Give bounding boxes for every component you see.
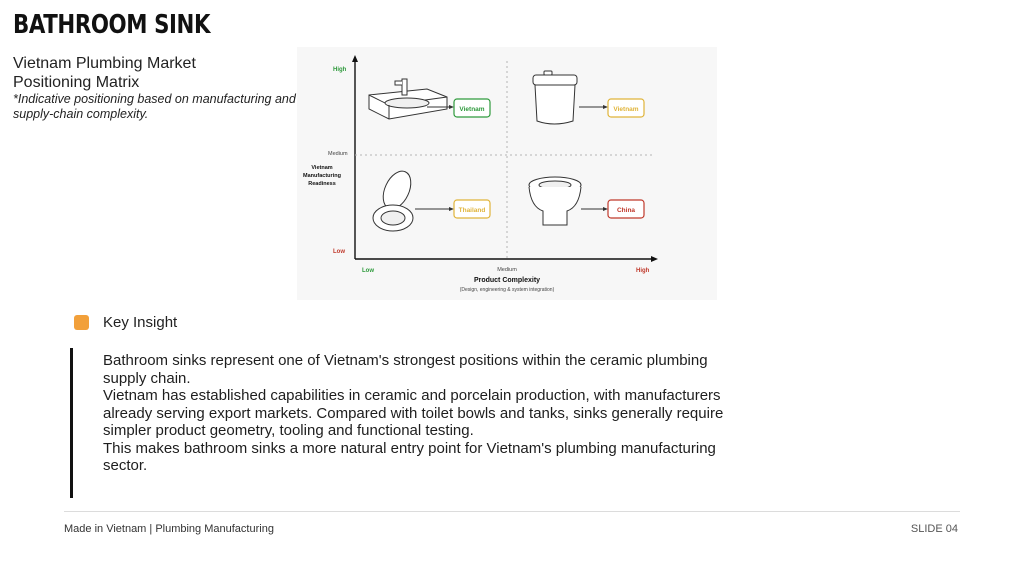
seat-arrow-icon — [449, 207, 454, 211]
slide-title: BATHROOM SINK — [13, 10, 211, 40]
toilet-tank-icon — [533, 71, 577, 124]
x-axis-label: Product Complexity — [473, 277, 541, 284]
sink-arrow-icon — [449, 105, 454, 109]
x-medium-label: Medium — [497, 267, 517, 273]
country-label-q4: China — [616, 207, 636, 214]
insight-paragraph-2: Vietnam has established capabilities in ceramic and porcelain production, with manufacturers already serving export markets. Compared with toilet bowls and tanks, sinks generally require simpler product geometry, tooling and functional testing. — [103, 387, 724, 439]
footer-divider — [64, 511, 960, 512]
insight-paragraph-1: Bathroom sinks represent one of Vietnam's strongest positions within the ceramic plumbing supply chain. — [103, 352, 708, 387]
y-medium-label: Medium — [328, 151, 348, 157]
toilet-seat-icon — [373, 167, 416, 231]
x-axis-sublabel: (Design, engineering & system integration) — [459, 287, 555, 293]
country-badge-q1 — [454, 99, 490, 117]
country-label-q1: Vietnam — [459, 106, 485, 113]
key-insight-header — [74, 314, 177, 331]
footer-source: Made in Vietnam | Plumbing Manufacturing — [64, 523, 274, 535]
insight-square-icon — [74, 315, 89, 330]
x-high-label: High — [636, 268, 650, 274]
country-badge-q4 — [608, 200, 644, 218]
tank-arrow-icon — [603, 105, 608, 109]
positioning-matrix — [297, 47, 717, 300]
y-low-label: Low — [333, 249, 345, 255]
key-insight-body — [103, 352, 743, 475]
x-axis-arrow-icon — [651, 256, 658, 262]
bathroom-sink-icon — [369, 79, 447, 119]
slide-number: SLIDE 04 — [910, 523, 958, 535]
matrix-svg — [297, 47, 717, 300]
y-axis-label-3: Readiness — [308, 181, 336, 187]
y-axis-label-2: Manufacturing — [303, 173, 341, 179]
country-badge-q3 — [454, 200, 490, 218]
insight-paragraph-3: This makes bathroom sinks a more natural entry point for Vietnam's plumbing manufacturing sector. — [103, 439, 716, 474]
x-low-label: Low — [362, 268, 374, 274]
y-high-label: High — [333, 67, 347, 73]
country-label-q3: Thailand — [458, 207, 486, 214]
slide-subtitle: Vietnam Plumbing Market Positioning Matrix — [13, 55, 196, 91]
bowl-arrow-icon — [603, 207, 608, 211]
y-axis-label-1: Vietnam — [311, 165, 333, 171]
y-axis-arrow-icon — [352, 55, 358, 62]
country-label-q2: Vietnam — [613, 106, 639, 113]
slide-note: *Indicative positioning based on manufacturing and supply-chain complexity. — [13, 92, 296, 121]
insight-accent-bar — [70, 348, 73, 498]
key-insight-heading: Key Insight — [103, 314, 178, 331]
toilet-bowl-icon — [529, 177, 581, 225]
country-badge-q2 — [608, 99, 644, 117]
